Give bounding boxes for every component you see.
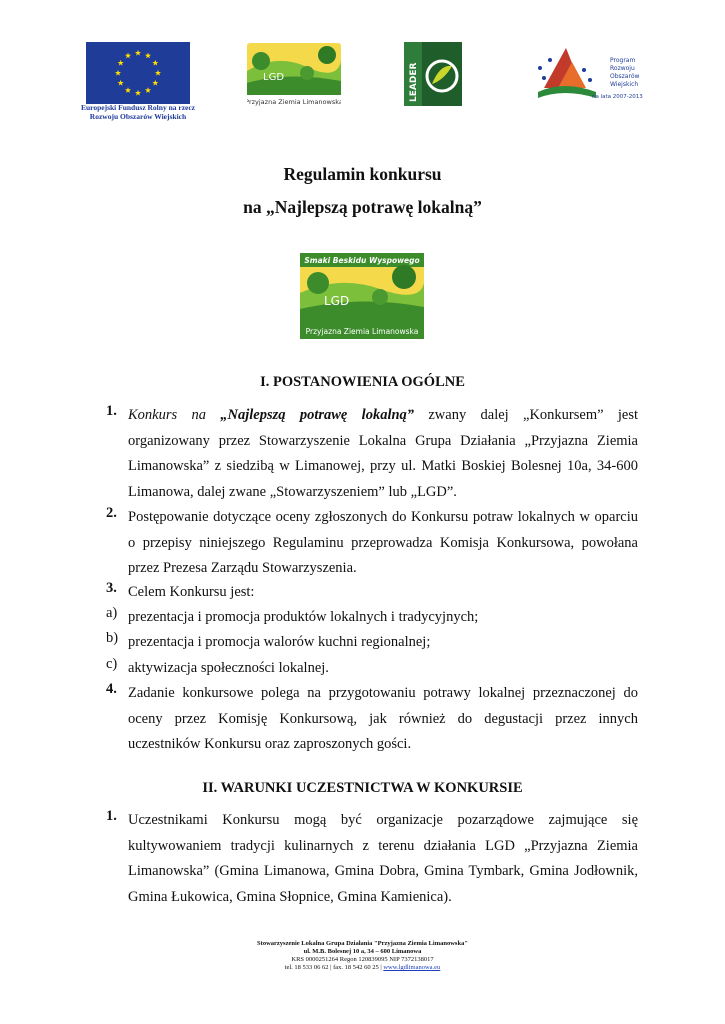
lgd-logo-small [247,43,341,107]
item-line: Gmina Łukowica, Gmina Słopnice, Gmina Kamienica). [128,888,452,905]
list-item [128,681,638,758]
item-line: uczestników Konkursu oraz zaproszonych gości. [128,736,412,752]
list-item [128,505,638,582]
footer-address: ul. M.B. Bolesnej 10 a, 34 – 600 Limanowa [303,948,422,955]
item-line: Postępowanie dotyczące oceny zgłoszonych do Konkursu potraw lokalnych w oparciu [128,509,638,525]
footer-org-name: Stowarzyszenie Lokalna Grupa Działania "Przyjazna Ziemia Limanowska" [257,940,468,947]
big-logo-lgd-text: LGD [324,294,350,308]
document-subtitle: na „Najlepszą potrawę lokalną” [243,197,482,217]
footer-website-link[interactable]: www.lgdlimanowa.eu [383,964,441,971]
subitem-text: prezentacja i promocja produktów lokalnych i tradycyjnych; [128,609,479,625]
eu-caption-line2: Rozwoju Obszarów Wiejskich [89,112,187,121]
item-line: przez Prezesa Zarządu Stowarzyszenia. [128,560,357,576]
list-item [128,808,638,910]
contest-name: „Najlepszą potrawę lokalną” [220,407,415,423]
item-line: Zadanie konkursowe polega na przygotowaniu potrawy lokalnej przeznaczonej do [128,685,638,701]
section-heading-2: II. WARUNKI UCZESTNICTWA W KONKURSIE [202,780,523,796]
eu-fund-caption [70,103,206,121]
prow-years: na lata 2007-2013 [592,94,643,100]
prow-logo [534,40,644,104]
subitem-letter: c) [106,656,118,672]
footer-phone-fax: tel. 18 533 06 62 | fax. 18 542 60 25 | [284,964,384,971]
prow-text-3: Obszarów [610,73,640,80]
big-logo-top-text: Smaki Beskidu Wyspowego [304,256,420,265]
eu-flag-logo [86,42,190,104]
list-item [128,403,638,505]
subitem-letter: a) [106,605,118,621]
konkurs-word: Konkurs na [128,407,221,423]
footer-registry: KRS 0000251264 Regon 120839095 NIP 7372138017 [291,956,434,963]
smaki-beskidu-logo [300,253,424,339]
big-logo-bottom-text: Przyjazna Ziemia Limanowska [305,327,419,336]
item-line: kultywowaniem tradycji kulinarnych z terenu działania LGD „Przyjazna Ziemia [128,837,638,854]
prow-text-1: Program [610,57,636,64]
item-number: 1. [106,403,117,419]
item-line: Limanowska” z siedzibą w Limanowej, przy ul. Matki Boskiej Bolesnej 10a, 34-600 [128,458,638,474]
section-heading-1: I. POSTANOWIENIA OGÓLNE [260,374,465,390]
prow-text-4: Wiejskich [610,81,639,88]
item-line: Uczestnikami Konkursu mogą być organizacje pozarządowe zajmujące się [128,812,638,828]
document-title: Regulamin konkursu [283,164,442,184]
item-number: 1. [106,808,117,824]
leader-logo [404,42,462,106]
item-number: 3. [106,580,117,596]
list-item [128,580,638,606]
item-line [128,403,638,429]
item-line: organizowany przez Stowarzyszenie Lokalna Grupa Działania „Przyjazna Ziemia [128,432,638,449]
item-number: 4. [106,681,117,697]
prow-text-2: Rozwoju [610,65,635,72]
lgd-small-text: LGD [263,72,285,83]
subitem-letter: b) [106,630,119,646]
leader-text: LEADER [409,62,419,102]
item-line-rest: zwany dalej „Konkursem” jest [414,407,638,423]
item-line: Limanowska” (Gmina Limanowa, Gmina Dobra, Gmina Tymbark, Gmina Jodłownik, [128,863,638,879]
item-line: oceny przez Komisję Konkursową, jak również do degustacji przez innych [128,710,638,727]
item-line: o przepisy niniejszego Regulaminu przeprowadza Komisja Konkursowa, powołana [128,534,638,551]
eu-caption-line1: Europejski Fundusz Rolny na rzecz [80,103,196,112]
subitem-text: prezentacja i promocja walorów kuchni regionalnej; [128,634,431,650]
item-number: 2. [106,505,117,521]
item-line: Celem Konkursu jest: [128,584,255,600]
footer-contact [0,964,725,972]
footer [0,940,725,972]
subitem-text: aktywizacja społeczności lokalnej. [128,660,329,676]
lgd-small-subtitle: Przyjazna Ziemia Limanowska [247,98,341,106]
item-line: Limanowa, dalej zwane „Stowarzyszeniem” lub „LGD”. [128,483,457,500]
